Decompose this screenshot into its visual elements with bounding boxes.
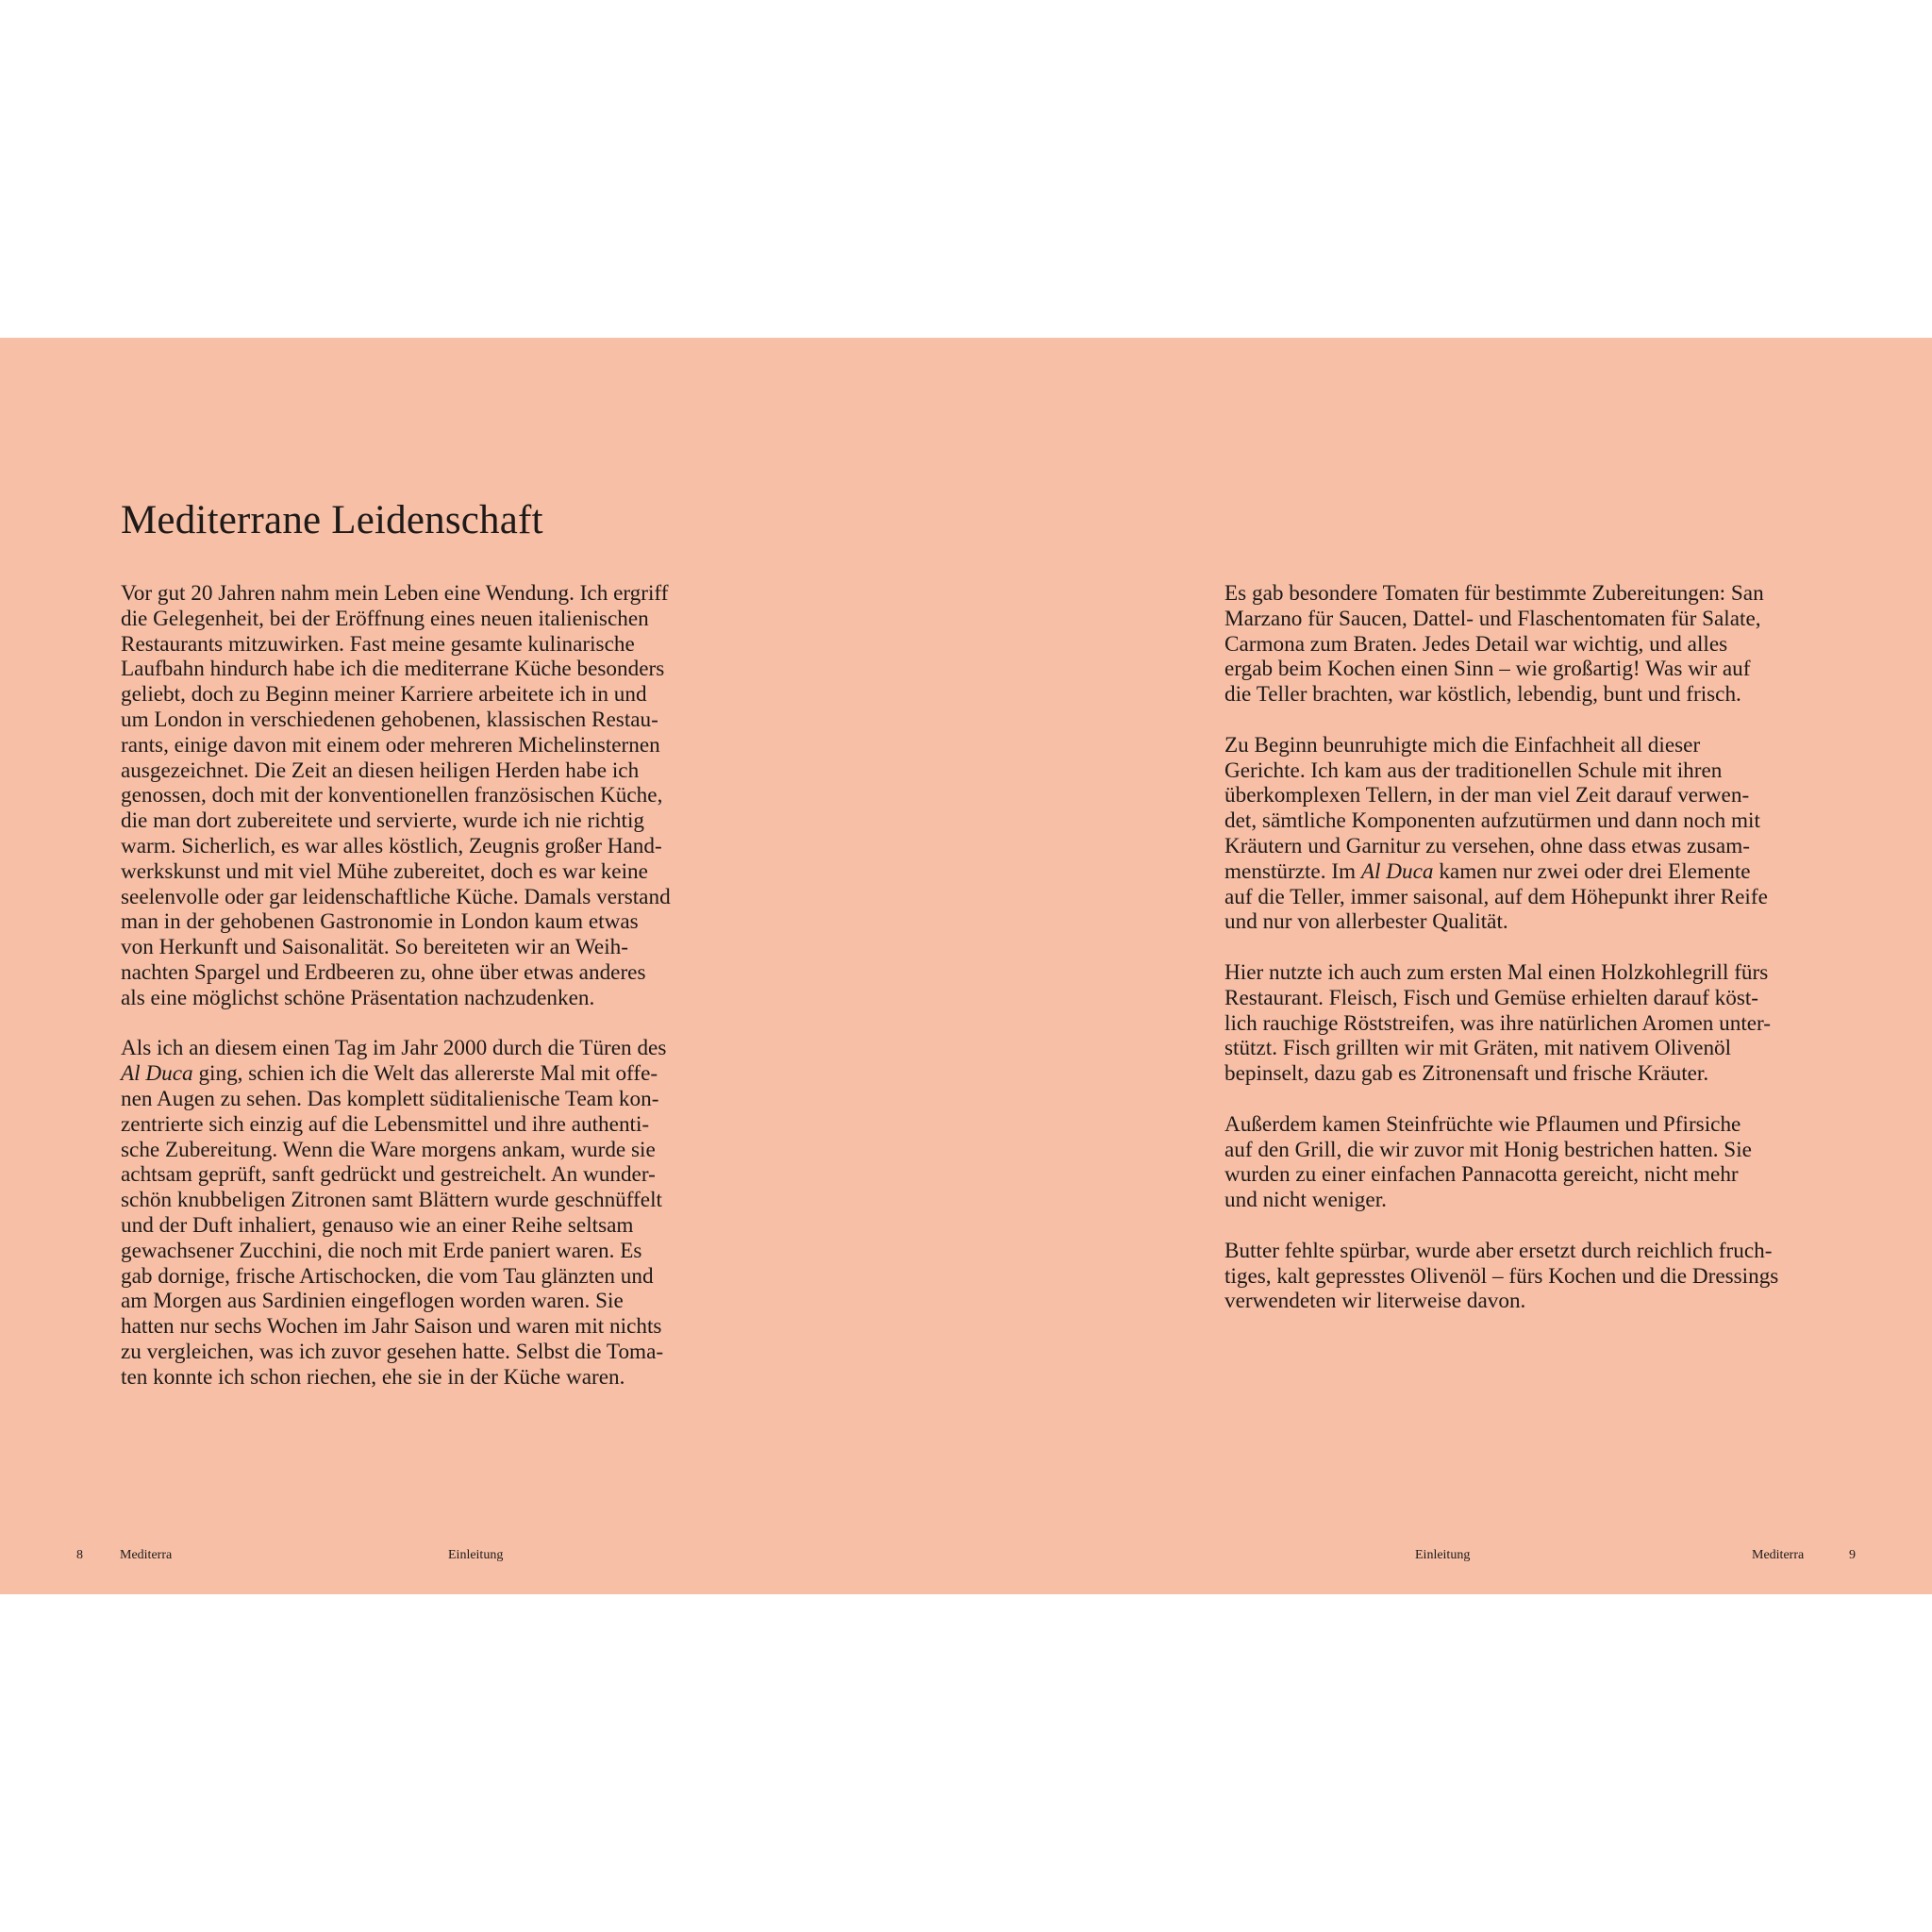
text-line: die Gelegenheit, bei der Eröffnung eines neuen italienischen [121, 606, 649, 631]
text-line: und nicht weniger. [1224, 1188, 1387, 1213]
text-line: Hier nutzte ich auch zum ersten Mal einen Holzkohlegrill fürs [1224, 959, 1769, 985]
restaurant-name-italic: Al Duca [1360, 858, 1434, 884]
text-line: Laufbahn hindurch habe ich die mediterrane Küche besonders [121, 657, 665, 682]
text-line: wurden zu einer einfachen Pannacotta gereicht, nicht mehr [1224, 1162, 1739, 1188]
text-line: auf die Teller, immer saisonal, auf dem Höhepunkt ihrer Reife [1224, 884, 1768, 909]
text-line-with-italic [1224, 859, 1828, 885]
text-line: von Herkunft und Saisonalität. So bereiteten wir an Weih- [121, 935, 628, 960]
text-line: zu vergleichen, was ich zuvor gesehen hatte. Selbst die Toma- [121, 1339, 664, 1364]
paragraph [1224, 1239, 1828, 1314]
paragraph [1224, 581, 1828, 708]
text-line: man in der gehobenen Gastronomie in London kaum etwas [121, 909, 639, 935]
text-line: verwendeten wir literweise davon. [1224, 1289, 1526, 1314]
text-line: bepinselt, dazu gab es Zitronensaft und frische Kräuter. [1224, 1061, 1709, 1087]
text-line: sche Zubereitung. Wenn die Ware morgens ankam, wurde sie [121, 1137, 656, 1162]
text-line: Restaurant. Fleisch, Fisch und Gemüse erhielten darauf köst- [1224, 985, 1759, 1010]
text-line: Es gab besondere Tomaten für bestimmte Zubereitungen: San [1224, 581, 1764, 606]
text-line: auf den Grill, die wir zuvor mit Honig bestrichen hatten. Sie [1224, 1137, 1752, 1162]
text-line: lich rauchige Röststreifen, was ihre natürlichen Aromen unter- [1224, 1010, 1772, 1036]
text-line: die man dort zubereitete und servierte, wurde ich nie richtig [121, 808, 644, 834]
text-line: gab dornige, frische Artischocken, die vom Tau glänzten und [121, 1263, 654, 1289]
text-line: tiges, kalt gepresstes Olivenöl – fürs Kochen und die Dressings [1224, 1263, 1779, 1289]
text-line: Restaurants mitzuwirken. Fast meine gesamte kulinarische [121, 631, 635, 657]
text-line: det, sämtliche Komponenten aufzutürmen und dann noch mit [1224, 808, 1760, 834]
text-line: achtsam geprüft, sanft gedrückt und gestreichelt. An wunder- [121, 1162, 656, 1188]
footer-book-title-left: Mediterra [120, 1548, 173, 1562]
text-line: hatten nur sechs Wochen im Jahr Saison und waren mit nichts [121, 1314, 662, 1340]
text-line: genossen, doch mit der konventionellen französischen Küche, [121, 783, 663, 808]
paragraph [121, 1036, 724, 1390]
paragraph [1224, 960, 1828, 1087]
text-line: Als ich an diesem einen Tag im Jahr 2000 durch die Türen des [121, 1036, 667, 1061]
restaurant-name-italic: Al Duca [121, 1061, 193, 1087]
text-line: werkskunst und mit viel Mühe zubereitet, doch es war keine [121, 858, 648, 884]
text-line: und nur von allerbester Qualität. [1224, 909, 1508, 935]
text-line: ausgezeichnet. Die Zeit an diesen heiligen Herden habe ich [121, 758, 640, 783]
text-line: Gerichte. Ich kam aus der traditionellen Schule mit ihren [1224, 758, 1723, 783]
text-line: ergab beim Kochen einen Sinn – wie großartig! Was wir auf [1224, 657, 1751, 682]
text-line: Carmona zum Braten. Jedes Detail war wichtig, und alles [1224, 631, 1728, 657]
footer-book-title-right: Mediterra [1752, 1548, 1805, 1562]
paragraph [1224, 733, 1828, 935]
text-line: um London in verschiedenen gehobenen, klassischen Restau- [121, 707, 658, 732]
chapter-title: Mediterrane Leidenschaft [121, 498, 543, 542]
text-line: ten konnte ich schon riechen, ehe sie in der Küche waren. [121, 1364, 625, 1390]
text-fragment: kamen nur zwei oder drei Elemente [1433, 858, 1751, 884]
footer-section-right: Einleitung [1415, 1548, 1471, 1562]
paragraph [121, 581, 724, 1011]
text-fragment: menstürzte. Im [1224, 858, 1361, 884]
text-fragment: ging, schien ich die Welt das allererste Mal mit offe- [192, 1061, 658, 1087]
text-line: überkomplexen Tellern, in der man viel Zeit darauf verwen- [1224, 783, 1750, 808]
text-line: Marzano für Saucen, Dattel- und Flaschentomaten für Salate, [1224, 606, 1761, 631]
text-line: und der Duft inhaliert, genauso wie an einer Reihe seltsam [121, 1212, 634, 1238]
text-line: nen Augen zu sehen. Das komplett süditalienische Team kon- [121, 1086, 659, 1111]
text-line: die Teller brachten, war köstlich, lebendig, bunt und frisch. [1224, 682, 1741, 708]
text-line-with-italic [121, 1061, 724, 1087]
text-line: Butter fehlte spürbar, wurde aber ersetzt durch reichlich fruch- [1224, 1238, 1773, 1263]
text-line: seelenvolle oder gar leidenschaftliche Küche. Damals verstand [121, 884, 671, 909]
text-line: Kräutern und Garnitur zu versehen, ohne dass etwas zusam- [1224, 833, 1750, 858]
text-line: warm. Sicherlich, es war alles köstlich, Zeugnis großer Hand- [121, 833, 662, 858]
text-line: Außerdem kamen Steinfrüchte wie Pflaumen und Pfirsiche [1224, 1111, 1741, 1137]
text-line: nachten Spargel und Erdbeeren zu, ohne über etwas anderes [121, 959, 646, 985]
text-line: gewachsener Zucchini, die noch mit Erde paniert waren. Es [121, 1238, 642, 1263]
text-line: rants, einige davon mit einem oder mehreren Michelinsternen [121, 732, 660, 758]
page-number-right: 9 [1849, 1548, 1856, 1562]
text-line: zentrierte sich einzig auf die Lebensmittel und ihre authenti- [121, 1111, 650, 1137]
text-line: am Morgen aus Sardinien eingeflogen worden waren. Sie [121, 1289, 624, 1314]
text-line: stützt. Fisch grillten wir mit Gräten, mit nativem Olivenöl [1224, 1036, 1732, 1061]
page-number-left: 8 [76, 1548, 83, 1562]
right-text-column [1224, 581, 1828, 1340]
footer-section-left: Einleitung [448, 1548, 504, 1562]
paragraph [1224, 1112, 1828, 1213]
text-line: schön knubbeligen Zitronen samt Blättern wurde geschnüffelt [121, 1188, 662, 1213]
text-line: Zu Beginn beunruhigte mich die Einfachheit all dieser [1224, 732, 1701, 758]
text-line: Vor gut 20 Jahren nahm mein Leben eine Wendung. Ich ergriff [121, 581, 669, 606]
left-text-column [121, 581, 724, 1415]
text-line: geliebt, doch zu Beginn meiner Karriere arbeitete ich in und [121, 682, 647, 708]
text-line: als eine möglichst schöne Präsentation nachzudenken. [121, 985, 595, 1010]
